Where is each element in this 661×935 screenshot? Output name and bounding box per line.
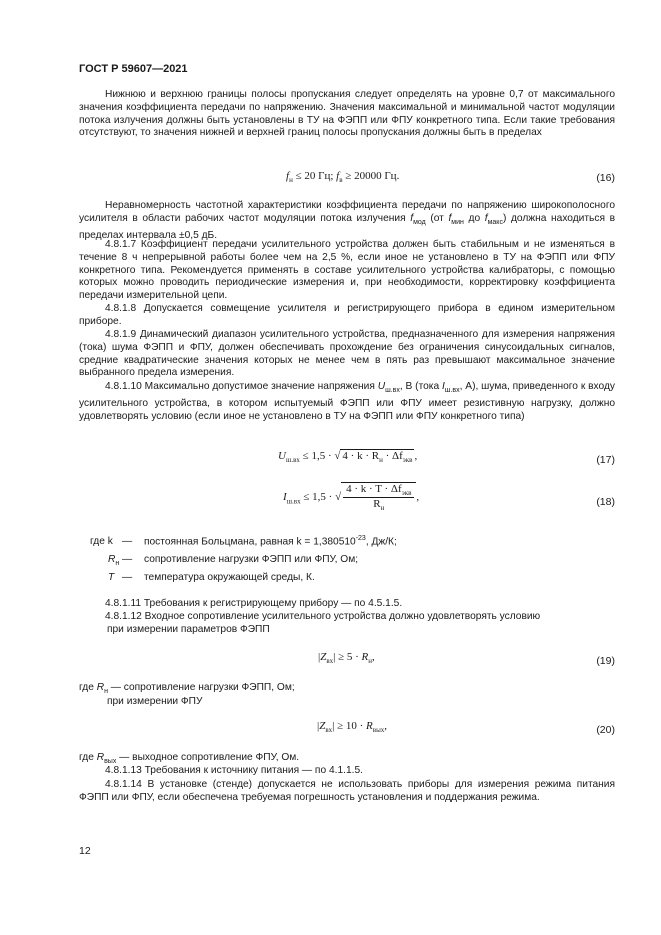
- text: ) должна находиться в пределах интервала ±0,5 дБ.: [79, 212, 615, 241]
- symbol: R: [366, 720, 373, 732]
- text: до: [463, 212, 485, 224]
- symbol: R: [361, 651, 369, 663]
- text: где: [79, 682, 97, 693]
- symbol: f: [336, 170, 340, 182]
- definition-dash: —: [122, 554, 133, 565]
- subscript: мин: [451, 218, 464, 226]
- text: (от: [425, 212, 449, 224]
- definition-symbol: T: [108, 572, 115, 583]
- symbol: U: [377, 381, 386, 392]
- text: где: [79, 752, 97, 763]
- definition-dash: —: [122, 572, 133, 583]
- text: , А), шума, приведенного к входу усилительного устройства, в котором испытуемый ФЭПП или ФПУ имеет резистивную нагрузку, должно удовлетворять условию (если иное не установлено в ТУ на ФЭПП или ФПУ конкретного типа): [79, 381, 615, 422]
- equation-18: $I_{ш.вх} \le 1,5$ · √ $\frac{4 \cdot k \cdot T \cdot \Delta f_{экв}}{R_н}$ ,: [283, 483, 420, 513]
- sqrt-radicand: [341, 482, 416, 512]
- symbol: f: [448, 212, 452, 224]
- subscript: вх: [325, 726, 333, 735]
- equation-20: $|Z_{вх}| \ge 10 \cdot R_{вых}$,: [317, 720, 388, 735]
- equation-number-17: (17): [596, 454, 615, 466]
- subscript: вых: [104, 758, 117, 766]
- subscript: н: [115, 560, 120, 568]
- equation-number-16: (16): [596, 172, 615, 184]
- paragraph-4-8-1-13: 4.8.1.13 Требования к источнику питания — по 4.1.1.5.: [105, 765, 363, 776]
- paragraph-4-8-1-8: 4.8.1.8 Допускается совмещение усилителя и регистрирующего прибора в едином измерительном приборе.: [79, 303, 615, 327]
- sqrt-radicand: $4 \cdot k \cdot R_н \cdot \Delta f_{экв}$: [342, 450, 413, 465]
- equation-text: | ≥ 10 ·: [332, 720, 367, 732]
- subscript: ш.вх: [285, 456, 300, 465]
- superscript: -23: [355, 535, 366, 542]
- fraction: [343, 483, 414, 512]
- subscript: в: [339, 176, 343, 185]
- definition-text: сопротивление нагрузки ФЭПП или ФПУ, Ом;: [144, 554, 359, 565]
- equation-text: ≥ 20000 Гц.: [342, 170, 400, 182]
- paragraph-bandwidth: Нижнюю и верхнюю границы полосы пропускания следует определять на уровне 0,7 от максимального значения коэффициента передачи по напряжению. Значения максимальной и минимальной частот модуляции потока излучения должны быть установлены в ТУ на ФЭПП или ФПУ конкретного типа. Если такие требования отсутствуют, то значения нижней и верхней границ полосы пропускания должны быть в пределах: [79, 89, 615, 139]
- text: Неравномерность частотной характеристики коэффициента передачи по напряжению широкополосного усилителя в области рабочих частот модуляции потока излучения: [79, 200, 615, 224]
- document-header: ГОСТ Р 59607—2021: [79, 63, 188, 75]
- equation-19: $|Z_{вх}| \ge 5 \cdot R_н$,: [318, 651, 375, 666]
- paragraph-4-8-1-9: 4.8.1.9 Динамический диапазон усилительного устройства, предназначенного для измерения напряжения (тока) шума ФЭПП и ФПУ, должен обеспечивать прохождение без ограничения синусоидальных сигналов, средние квадратические значения которых не менее чем в пять раз превышают максимальное значение выбранного предела измерения.: [79, 329, 615, 379]
- subscript: н: [104, 688, 108, 696]
- paragraph-4-8-1-12: 4.8.1.12 Входное сопротивление усилительного устройства должно удовлетворять условию: [105, 611, 541, 622]
- subscript: н: [368, 657, 373, 666]
- symbol: R: [96, 752, 105, 763]
- paragraph-fpu-measure: при измерении ФПУ: [107, 696, 203, 707]
- symbol: I: [283, 491, 287, 504]
- symbol: R: [96, 682, 105, 693]
- subscript: ш.вх: [286, 497, 301, 506]
- subscript: вых: [372, 726, 385, 735]
- definition-t: [108, 572, 315, 583]
- subscript: экв: [401, 489, 412, 498]
- equation-text: Δf: [392, 450, 403, 462]
- paragraph-4-8-1-14: 4.8.1.14 В установке (стенде) допускается не использовать приборы для измерения режима питания ФЭПП или ФПУ, если обеспечена требуемая погрешность установления и поддержания режима.: [79, 779, 615, 803]
- equation-text: 4 · k · T · Δf: [346, 483, 402, 495]
- paragraph-4-8-1-11: 4.8.1.11 Требования к регистрирующему прибору — по 4.5.1.5.: [105, 598, 403, 609]
- definition-r: [108, 554, 358, 567]
- symbol: U: [278, 450, 286, 462]
- definition-text: температура окружающей среды, К.: [144, 572, 315, 583]
- text: 4.8.1.10 Максимально допустимое значение напряжения: [105, 381, 378, 392]
- text: , В (тока: [399, 381, 442, 392]
- text: — выходное сопротивление ФПУ, Ом.: [116, 752, 300, 763]
- equation-number-19: (19): [596, 655, 615, 667]
- symbol: f: [410, 212, 414, 224]
- subscript: экв: [402, 456, 413, 465]
- paragraph-nonuniformity: [79, 200, 615, 242]
- paragraph-4-8-1-10: [79, 381, 615, 423]
- subscript: макс: [487, 218, 503, 226]
- equation-text: R: [373, 498, 381, 511]
- definition-text: постоянная Больцмана, равная k = 1,380510: [144, 536, 356, 548]
- symbol: f: [484, 212, 488, 224]
- equation-17: $U_{ш.вх} \le 1,5$ · √ $4 \cdot k \cdot R_н \cdot \Delta f_{экв}$ ,: [278, 450, 418, 465]
- subscript: н: [289, 176, 293, 185]
- symbol: I: [441, 381, 445, 392]
- symbol: Z: [320, 651, 327, 663]
- paragraph-fepp-measure: при измерении параметров ФЭПП: [107, 624, 270, 635]
- equation-16: [286, 170, 399, 184]
- subscript: мод: [413, 218, 426, 226]
- equation-text: 4 · k · R: [342, 450, 380, 462]
- subscript: н: [380, 504, 385, 513]
- equation-text: ≤ 1,5 ·: [300, 491, 336, 504]
- subscript: ш.вх: [444, 387, 460, 395]
- fraction-numerator: [343, 483, 414, 498]
- definition-k: [90, 535, 397, 547]
- definition-dash: —: [122, 536, 133, 548]
- equation-text: ≤ 1,5 ·: [299, 450, 335, 462]
- definition-unit: , Дж/К;: [365, 536, 397, 548]
- paragraph-4-8-1-7: 4.8.1.7 Коэффициент передачи усилительного устройства должен быть стабильным и не изменяться в течение 8 ч непрерывной работы более чем на 2,5 %, если иное не установлено в ТУ на ФЭПП или ФПУ конкретного типа. Рекомендуется применять в составе усилительного устройства калибраторы, с помощью которых можно проводить периодические измерения и, при необходимости, корректировку коэффициента передачи измерительной цепи.: [79, 239, 615, 302]
- subscript: вх: [326, 657, 334, 666]
- page-number: 12: [79, 845, 91, 857]
- definition-symbol: где k: [90, 536, 113, 548]
- definition-symbol: [108, 554, 122, 567]
- equation-text: ≤ 20 Гц;: [292, 170, 337, 182]
- equation-number-20: (20): [596, 724, 615, 736]
- symbol: f: [286, 170, 290, 182]
- text: — сопротивление нагрузки ФЭПП, Ом;: [107, 682, 295, 693]
- symbol: R: [108, 554, 116, 565]
- symbol: Z: [319, 720, 326, 732]
- equation-number-18: (18): [596, 496, 615, 508]
- equation-text: | ≥ 5 ·: [333, 651, 362, 663]
- subscript: н: [379, 456, 383, 465]
- fraction-denominator: [343, 498, 414, 512]
- subscript: ш.вх: [385, 387, 400, 395]
